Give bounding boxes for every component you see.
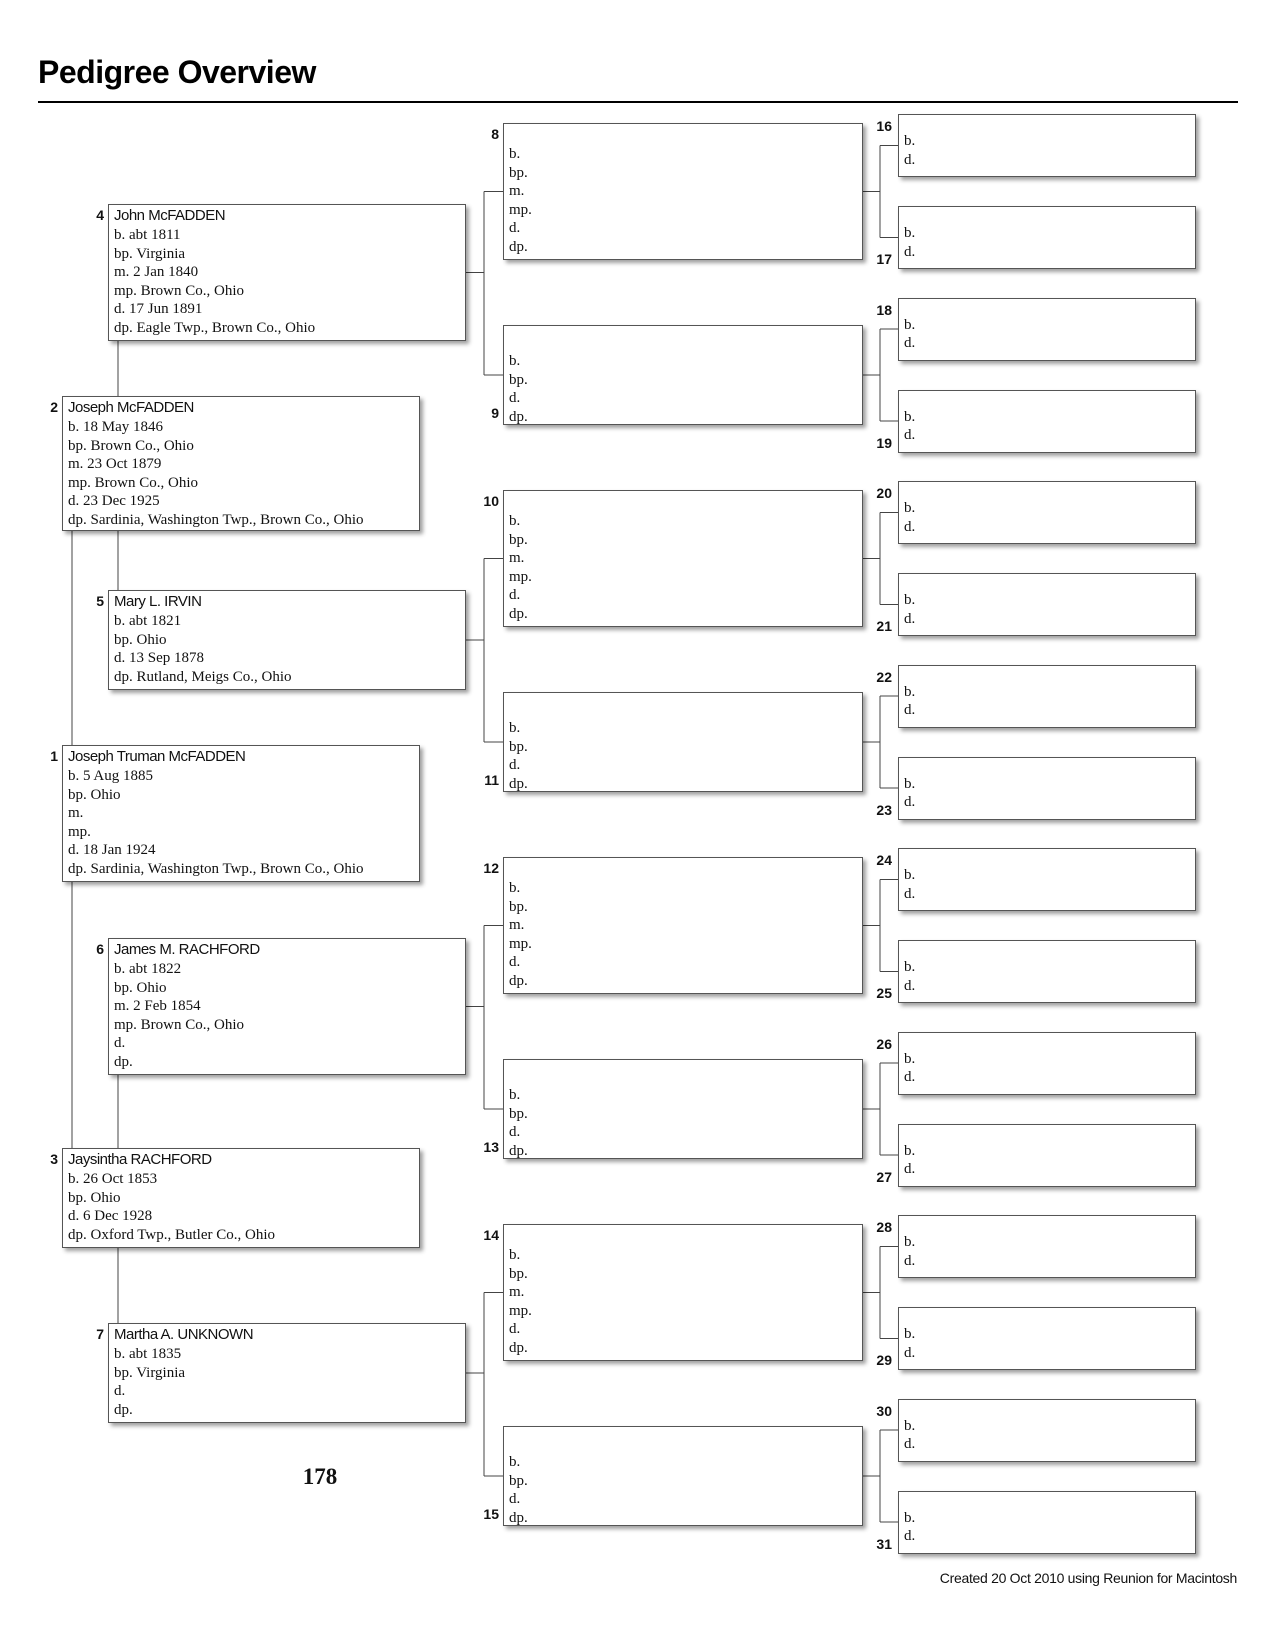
person-name xyxy=(509,125,862,145)
person-box-15 xyxy=(503,1426,863,1526)
person-name: Joseph McFADDEN xyxy=(68,399,194,416)
person-name: John McFADDEN xyxy=(114,207,226,224)
vital-line: b. xyxy=(509,146,521,162)
vital-line: d. xyxy=(509,587,521,603)
person-number-6: 6 xyxy=(96,941,104,957)
vital-line: d. xyxy=(904,794,916,810)
person-name: Joseph Truman McFADDEN xyxy=(68,748,246,765)
vital-line: m. 2 Feb 1854 xyxy=(114,998,201,1014)
vital-line: d. xyxy=(904,1528,916,1544)
person-box-10 xyxy=(503,490,863,627)
vital-line: dp. Sardinia, Washington Twp., Brown Co., Ohio xyxy=(68,511,364,528)
person-box-24 xyxy=(898,848,1196,911)
vital-line: m. xyxy=(68,805,84,821)
vital-line: b. xyxy=(904,775,916,792)
vital-line: b. abt 1822 xyxy=(114,961,182,977)
person-name: James M. RACHFORD xyxy=(114,941,260,958)
vital-line: b. abt 1821 xyxy=(114,613,182,629)
vital-line: d. xyxy=(904,885,916,902)
vital-line: m. xyxy=(509,1284,525,1300)
vital-line: d. xyxy=(904,702,916,718)
person-box-3 xyxy=(62,1148,420,1248)
person-box-20 xyxy=(898,481,1196,544)
vital-line: b. xyxy=(509,720,521,736)
vital-line: d. xyxy=(114,1383,126,1399)
person-box-26 xyxy=(898,1032,1196,1095)
vital-line: dp. xyxy=(509,1142,528,1159)
person-number-4: 4 xyxy=(96,207,104,223)
person-name xyxy=(509,859,862,879)
vital-line: mp. xyxy=(509,568,532,585)
vital-line: d. xyxy=(509,954,521,970)
person-number-17: 17 xyxy=(876,251,892,267)
vital-line: d. xyxy=(509,390,521,406)
vital-line: d. xyxy=(904,1161,916,1177)
vital-line: b. xyxy=(509,1454,521,1470)
vital-line: b. xyxy=(904,1142,916,1159)
vital-line: bp. xyxy=(509,371,528,388)
person-number-11: 11 xyxy=(484,772,499,788)
vital-line: mp. xyxy=(509,201,532,218)
person-number-13: 13 xyxy=(483,1139,499,1155)
person-box-5 xyxy=(108,590,466,690)
vital-line: b. xyxy=(904,683,916,700)
vital-line: b. 5 Aug 1885 xyxy=(68,768,154,784)
vital-line: bp. Virginia xyxy=(114,1364,186,1381)
person-number-7: 7 xyxy=(96,1326,104,1342)
person-box-12 xyxy=(503,857,863,994)
vital-line: d. 18 Jan 1924 xyxy=(68,842,156,858)
vital-line: d. xyxy=(509,220,521,236)
person-number-23: 23 xyxy=(876,801,892,818)
person-number-8: 8 xyxy=(491,126,499,142)
vital-line: b. xyxy=(904,225,916,241)
vital-line: bp. Brown Co., Ohio xyxy=(68,437,194,454)
person-box-17 xyxy=(898,206,1196,269)
person-number-5: 5 xyxy=(96,593,104,609)
vital-line: bp. xyxy=(509,531,528,548)
person-number-27: 27 xyxy=(876,1168,892,1185)
vital-line: b. abt 1811 xyxy=(114,227,181,243)
vital-line: m. xyxy=(509,183,525,199)
person-number-2: 2 xyxy=(50,399,58,415)
vital-line: d. xyxy=(904,1069,916,1085)
person-box-31 xyxy=(898,1491,1196,1554)
vital-line: d. xyxy=(509,1124,521,1140)
person-number-19: 19 xyxy=(876,434,892,451)
vital-line: dp. Sardinia, Washington Twp., Brown Co., Ohio xyxy=(68,860,364,877)
person-box-28 xyxy=(898,1215,1196,1278)
vital-line: b. xyxy=(904,133,916,149)
vital-line: m. 2 Jan 1840 xyxy=(114,264,199,280)
vital-line: bp. xyxy=(509,1265,528,1282)
person-box-27 xyxy=(898,1124,1196,1187)
vital-line: dp. xyxy=(509,1509,528,1526)
person-number-30: 30 xyxy=(876,1402,892,1419)
vital-line: dp. xyxy=(509,605,528,622)
person-number-16: 16 xyxy=(876,118,892,134)
vital-line: dp. Oxford Twp., Butler Co., Ohio xyxy=(68,1226,275,1243)
person-name: Martha A. UNKNOWN xyxy=(114,1326,254,1343)
vital-line: b. xyxy=(904,316,916,333)
person-name xyxy=(509,1226,862,1246)
vital-line: mp. Brown Co., Ohio xyxy=(114,282,245,299)
person-box-11 xyxy=(503,692,863,792)
vital-line: d. xyxy=(904,1344,916,1361)
vital-line: d. xyxy=(904,427,916,443)
vital-line: bp. Virginia xyxy=(114,245,186,262)
person-number-18: 18 xyxy=(876,301,892,318)
vital-line: mp. Brown Co., Ohio xyxy=(68,474,199,491)
person-box-9 xyxy=(503,325,863,425)
person-box-4 xyxy=(108,204,466,341)
vital-line: bp. Ohio xyxy=(68,1189,121,1206)
vital-line: d. 23 Dec 1925 xyxy=(68,493,160,509)
vital-line: bp. Ohio xyxy=(114,631,167,648)
vital-line: dp. xyxy=(114,1401,133,1418)
person-box-16 xyxy=(898,114,1196,177)
person-box-19 xyxy=(898,390,1196,453)
vital-line: d. xyxy=(904,151,916,168)
person-box-18 xyxy=(898,298,1196,361)
vital-line: mp. xyxy=(509,935,532,952)
person-box-6 xyxy=(108,938,466,1075)
vital-line: d. 6 Dec 1928 xyxy=(68,1208,153,1224)
person-box-7 xyxy=(108,1323,466,1423)
page-title: Pedigree Overview xyxy=(38,54,316,90)
vital-line: mp. xyxy=(509,1302,532,1319)
vital-line: bp. xyxy=(509,1472,528,1489)
person-box-21 xyxy=(898,573,1196,636)
vital-line: d. xyxy=(904,977,916,994)
vital-line: b. xyxy=(904,1326,916,1342)
person-number-28: 28 xyxy=(876,1219,892,1235)
vital-line: m. xyxy=(509,550,525,566)
person-number-25: 25 xyxy=(876,985,892,1001)
vital-line: b. xyxy=(904,500,916,516)
vital-line: b. xyxy=(904,959,916,975)
person-number-20: 20 xyxy=(876,485,892,501)
person-box-23 xyxy=(898,757,1196,820)
vital-line: b. xyxy=(904,592,916,608)
person-name xyxy=(509,492,862,512)
vital-line: dp. xyxy=(509,408,528,425)
footer-note: Created 20 Oct 2010 using Reunion for Macintosh xyxy=(939,1570,1237,1586)
person-box-1 xyxy=(62,745,420,882)
vital-line: dp. Rutland, Meigs Co., Ohio xyxy=(114,668,292,685)
vital-line: b. xyxy=(509,513,521,529)
person-number-14: 14 xyxy=(483,1227,499,1243)
vital-line: m. xyxy=(509,917,525,933)
person-number-10: 10 xyxy=(483,493,499,509)
person-number-31: 31 xyxy=(876,1535,892,1552)
person-box-30 xyxy=(898,1399,1196,1462)
person-box-2 xyxy=(62,396,420,531)
vital-line: m. 23 Oct 1879 xyxy=(68,456,162,472)
vital-line: d. xyxy=(904,518,916,535)
vital-line: d. xyxy=(114,1035,126,1051)
vital-line: b. 18 May 1846 xyxy=(68,419,163,435)
vital-line: b. xyxy=(509,353,521,369)
page-number: 178 xyxy=(302,1464,338,1489)
vital-line: dp. xyxy=(509,972,528,989)
vital-line: b. 26 Oct 1853 xyxy=(68,1171,158,1187)
vital-line: b. xyxy=(904,1234,916,1250)
person-number-26: 26 xyxy=(876,1035,892,1052)
person-number-1: 1 xyxy=(50,748,58,764)
vital-line: b. xyxy=(904,408,916,425)
vital-line: d. xyxy=(509,1321,521,1337)
person-number-15: 15 xyxy=(483,1506,499,1522)
vital-line: d. xyxy=(509,757,521,773)
person-name: Mary L. IRVIN xyxy=(114,593,202,610)
vital-line: bp. xyxy=(509,898,528,915)
vital-line: bp. Ohio xyxy=(114,979,167,996)
person-number-22: 22 xyxy=(876,668,892,685)
vital-line: dp. Eagle Twp., Brown Co., Ohio xyxy=(114,319,316,336)
vital-line: mp. xyxy=(68,823,91,840)
vital-line: bp. xyxy=(509,1105,528,1122)
vital-line: b. xyxy=(509,1087,521,1103)
vital-line: bp. xyxy=(509,738,528,755)
vital-line: b. xyxy=(904,1509,916,1526)
vital-line: bp. xyxy=(509,164,528,181)
vital-line: d. xyxy=(904,1252,916,1269)
person-box-22 xyxy=(898,665,1196,728)
person-number-24: 24 xyxy=(876,852,892,868)
vital-line: d. 17 Jun 1891 xyxy=(114,301,203,317)
vital-line: d. xyxy=(904,1436,916,1452)
vital-line: b. xyxy=(509,880,521,896)
person-box-29 xyxy=(898,1307,1196,1370)
person-number-3: 3 xyxy=(50,1151,58,1167)
vital-line: dp. xyxy=(509,238,528,255)
vital-line: dp. xyxy=(509,1339,528,1356)
person-number-12: 12 xyxy=(483,860,499,876)
vital-line: b. xyxy=(904,1417,916,1434)
vital-line: b. xyxy=(904,1050,916,1067)
vital-line: b. xyxy=(904,867,916,883)
vital-line: dp. xyxy=(509,775,528,792)
person-number-9: 9 xyxy=(491,405,499,421)
vital-line: d. xyxy=(904,243,916,260)
vital-line: dp. xyxy=(114,1053,133,1070)
vital-line: d. xyxy=(904,610,916,627)
vital-line: b. xyxy=(509,1247,521,1263)
person-number-29: 29 xyxy=(876,1352,892,1368)
person-box-25 xyxy=(898,940,1196,1003)
vital-line: bp. Ohio xyxy=(68,786,121,803)
person-name: Jaysintha RACHFORD xyxy=(68,1151,212,1168)
person-box-8 xyxy=(503,123,863,260)
vital-line: d. xyxy=(904,335,916,351)
vital-line: d. xyxy=(509,1491,521,1507)
person-box-13 xyxy=(503,1059,863,1159)
vital-line: mp. Brown Co., Ohio xyxy=(114,1016,245,1033)
vital-line: b. abt 1835 xyxy=(114,1346,182,1362)
person-box-14 xyxy=(503,1224,863,1361)
vital-line: d. 13 Sep 1878 xyxy=(114,650,204,666)
person-number-21: 21 xyxy=(876,618,892,634)
